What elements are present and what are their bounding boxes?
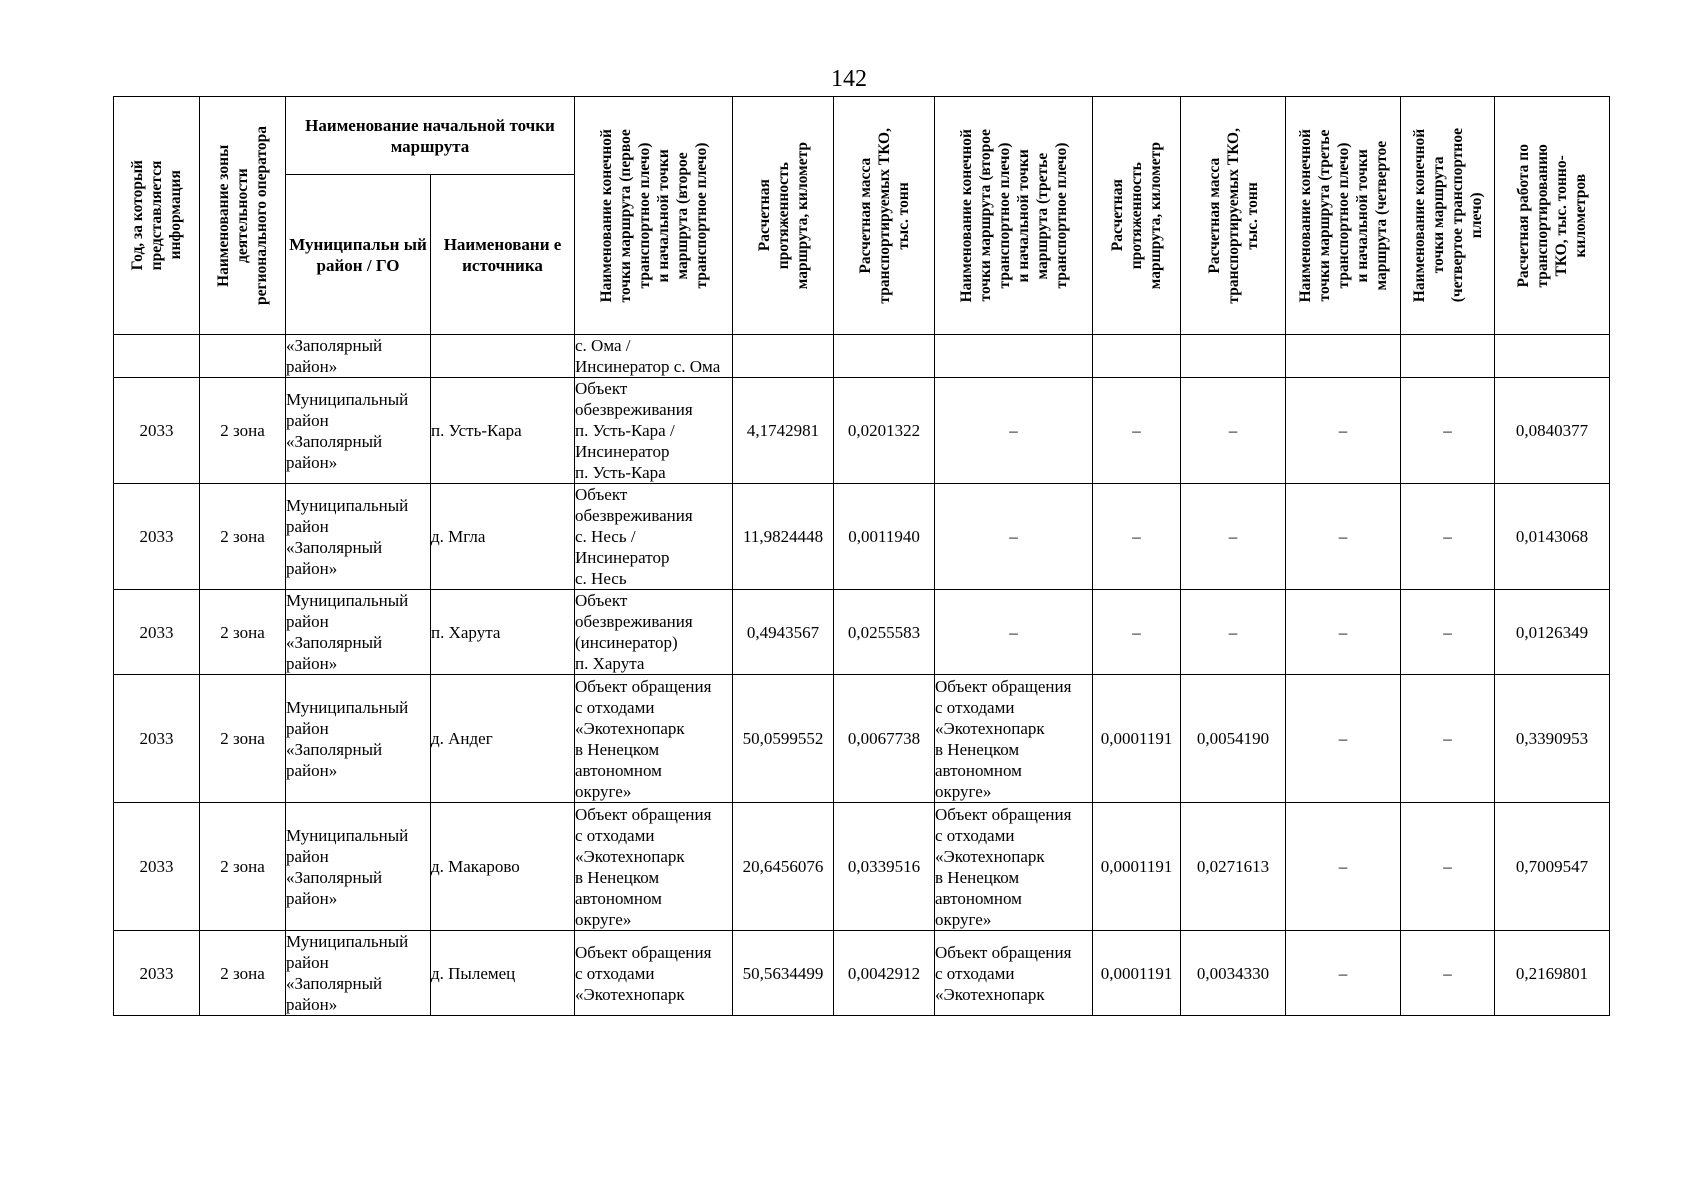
header-end-point-4: Наименование конечной точки маршрута (четвертое транспортное плечо) [1401,97,1495,335]
table-row [114,931,1610,1016]
cell-length-2: – [1093,590,1181,675]
cell-end-point-1: с. Ома / Инсинератор с. Ома [575,335,733,378]
cell-end-point-2: – [935,590,1093,675]
cell-work: 0,0840377 [1495,378,1610,484]
cell-year: 2033 [114,931,200,1016]
cell-end-point-1: Объект обезвреживания с. Несь / Инсинератор с. Несь [575,484,733,590]
cell-length-2: 0,0001191 [1093,675,1181,803]
table-row [114,335,1610,378]
table-row [114,803,1610,931]
cell-mass-2: – [1181,590,1286,675]
cell-end-point-2: Объект обращения с отходами «Экотехнопарк [935,931,1093,1016]
cell-municipal: Муниципальный район «Заполярный район» [286,803,431,931]
cell-year: 2033 [114,590,200,675]
cell-work: 0,0143068 [1495,484,1610,590]
cell-end-point-1: Объект обращения с отходами «Экотехнопарк в Ненецком автономном округе» [575,675,733,803]
cell-length-1: 20,6456076 [733,803,834,931]
cell-work: 0,0126349 [1495,590,1610,675]
cell-municipal: Муниципальный район «Заполярный район» [286,590,431,675]
table-row [114,378,1610,484]
header-row-1 [114,97,1610,175]
cell-mass-2: – [1181,484,1286,590]
cell-length-1: 11,9824448 [733,484,834,590]
cell-end-point-2: Объект обращения с отходами «Экотехнопарк в Ненецком автономном округе» [935,803,1093,931]
cell-mass-2: 0,0034330 [1181,931,1286,1016]
table-row [114,675,1610,803]
cell-source: п. Харута [431,590,575,675]
cell-year: 2033 [114,484,200,590]
cell-end-point-4: – [1401,803,1495,931]
cell-zone: 2 зона [200,590,286,675]
cell-length-1 [733,335,834,378]
cell-end-point-4: – [1401,675,1495,803]
cell-mass-2: 0,0271613 [1181,803,1286,931]
header-mass-1: Расчетная масса транспортируемых ТКО, тыс. тонн [834,97,935,335]
cell-end-point-2: Объект обращения с отходами «Экотехнопарк в Ненецком автономном округе» [935,675,1093,803]
cell-length-1: 50,5634499 [733,931,834,1016]
header-length-2: Расчетная протяженность маршрута, километр [1093,97,1181,335]
cell-year: 2033 [114,675,200,803]
cell-mass-1: 0,0042912 [834,931,935,1016]
page-number: 142 [831,66,867,92]
cell-year [114,335,200,378]
cell-length-2: 0,0001191 [1093,803,1181,931]
cell-length-2 [1093,335,1181,378]
cell-end-point-4: – [1401,378,1495,484]
header-zone: Наименование зоны деятельности регионального оператора [200,97,286,335]
cell-municipal: Муниципальный район «Заполярный район» [286,484,431,590]
cell-end-point-3 [1286,335,1401,378]
cell-end-point-4 [1401,335,1495,378]
cell-work: 0,7009547 [1495,803,1610,931]
cell-municipal: Муниципальный район «Заполярный район» [286,675,431,803]
header-end-point-2: Наименование конечной точки маршрута (второе транспортное плечо) и начальной точки маршрута (третье транспортное плечо) [935,97,1093,335]
cell-mass-1: 0,0339516 [834,803,935,931]
cell-mass-1: 0,0255583 [834,590,935,675]
header-end-point-3: Наименование конечной точки маршрута (третье транспортное плечо) и начальной точки маршрута (четвертое [1286,97,1401,335]
cell-end-point-2 [935,335,1093,378]
header-length-1: Расчетная протяженность маршрута, километр [733,97,834,335]
cell-mass-2: – [1181,378,1286,484]
cell-source: д. Макарово [431,803,575,931]
cell-end-point-1: Объект обращения с отходами «Экотехнопарк [575,931,733,1016]
cell-length-2: 0,0001191 [1093,931,1181,1016]
cell-zone: 2 зона [200,484,286,590]
header-work: Расчетная работа по транспортированию ТКО, тыс. тонно- километров [1495,97,1610,335]
cell-end-point-1: Объект обезвреживания (инсинератор) п. Харута [575,590,733,675]
cell-municipal: Муниципальный район «Заполярный район» [286,378,431,484]
cell-zone [200,335,286,378]
header-mass-2: Расчетная масса транспортируемых ТКО, тыс. тонн [1181,97,1286,335]
cell-mass-2 [1181,335,1286,378]
cell-mass-2: 0,0054190 [1181,675,1286,803]
cell-source: п. Усть-Кара [431,378,575,484]
cell-length-1: 0,4943567 [733,590,834,675]
cell-mass-1: 0,0011940 [834,484,935,590]
cell-end-point-3: – [1286,931,1401,1016]
cell-mass-1: 0,0201322 [834,378,935,484]
cell-end-point-2: – [935,484,1093,590]
cell-mass-1 [834,335,935,378]
cell-end-point-1: Объект обращения с отходами «Экотехнопарк в Ненецком автономном округе» [575,803,733,931]
cell-source: д. Андег [431,675,575,803]
header-municipal: Муниципальн ый район / ГО [286,175,431,335]
cell-municipal: «Заполярный район» [286,335,431,378]
cell-end-point-3: – [1286,378,1401,484]
cell-municipal: Муниципальный район «Заполярный район» [286,931,431,1016]
cell-zone: 2 зона [200,378,286,484]
routes-table [113,96,1610,1016]
cell-source [431,335,575,378]
header-year: Год, за который представляется информация [114,97,200,335]
cell-end-point-2: – [935,378,1093,484]
cell-length-2: – [1093,484,1181,590]
cell-mass-1: 0,0067738 [834,675,935,803]
cell-work [1495,335,1610,378]
table-row [114,484,1610,590]
cell-end-point-3: – [1286,484,1401,590]
table-body [114,335,1610,1016]
cell-length-2: – [1093,378,1181,484]
cell-zone: 2 зона [200,931,286,1016]
cell-source: д. Пылемец [431,931,575,1016]
cell-end-point-1: Объект обезвреживания п. Усть-Кара / Инсинератор п. Усть-Кара [575,378,733,484]
cell-length-1: 4,1742981 [733,378,834,484]
header-source-name: Наименовани е источника [431,175,575,335]
cell-end-point-4: – [1401,931,1495,1016]
cell-end-point-4: – [1401,484,1495,590]
cell-year: 2033 [114,378,200,484]
cell-end-point-3: – [1286,590,1401,675]
cell-end-point-3: – [1286,803,1401,931]
cell-work: 0,3390953 [1495,675,1610,803]
cell-zone: 2 зона [200,803,286,931]
cell-end-point-4: – [1401,590,1495,675]
cell-zone: 2 зона [200,675,286,803]
cell-work: 0,2169801 [1495,931,1610,1016]
header-start-point-group: Наименование начальной точки маршрута [286,97,575,175]
table-row [114,590,1610,675]
cell-length-1: 50,0599552 [733,675,834,803]
cell-end-point-3: – [1286,675,1401,803]
cell-source: д. Мгла [431,484,575,590]
header-end-point-1: Наименование конечной точки маршрута (первое транспортное плечо) и начальной точки маршрута (второе транспортное плечо) [575,97,733,335]
cell-year: 2033 [114,803,200,931]
